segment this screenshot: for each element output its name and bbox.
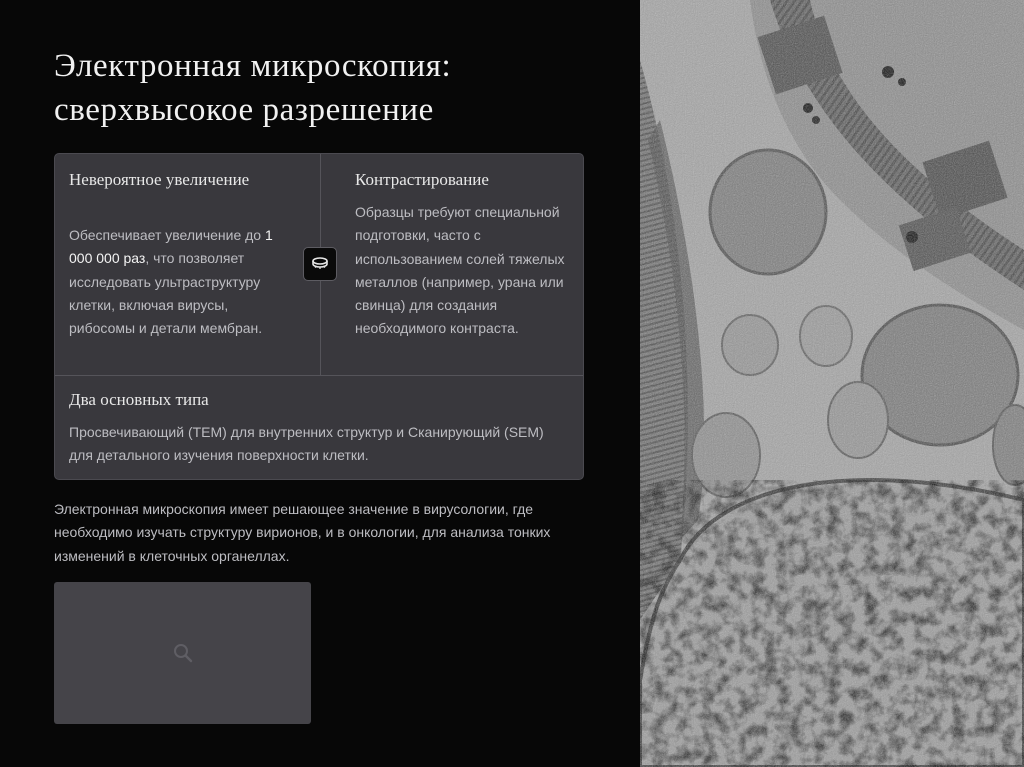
magnification-highlight: 1 000 000 раз [69, 227, 273, 267]
feature-magnification-text [69, 224, 291, 340]
feature-contrast-text: Образцы требуют специальной подготовки, часто с использованием солей тяжелых металлов (например, урана или свинца) для создания необходимого контраста. [355, 204, 565, 337]
page-title [54, 44, 614, 132]
electron-micrograph-image [640, 0, 1024, 767]
feature-contrast-title: Контрастирование [355, 170, 489, 189]
feature-types-text: Просвечивающий (ТЕМ) для внутренних структур и Сканирующий (SEM) для детального изучения поверхности клетки. [69, 424, 544, 464]
horizontal-divider [55, 375, 583, 376]
feature-magnification-text-before: Обеспечивает увеличение до [69, 227, 265, 243]
image-placeholder[interactable] [54, 582, 311, 724]
page-title-line-2: сверхвысокое разрешение [54, 92, 434, 128]
summary-paragraph: Электронная микроскопия имеет решающее значение в вирусологии, где необходимо изучать структуру вирионов, и в онкологии, для анализа тонких изменений в клеточных органеллах. [54, 501, 551, 564]
feature-magnification-text-after: , что позволяет исследовать ультраструктуру клетки, включая вирусы, рибосомы и детали мембран. [69, 250, 263, 337]
features-card [54, 153, 584, 480]
coin-stack-icon [303, 247, 337, 281]
page-title-line-1: Электронная микроскопия: [54, 48, 452, 84]
search-icon [172, 642, 194, 664]
feature-magnification-title: Невероятное увеличение [69, 170, 250, 189]
feature-types-title: Два основных типа [69, 390, 209, 409]
